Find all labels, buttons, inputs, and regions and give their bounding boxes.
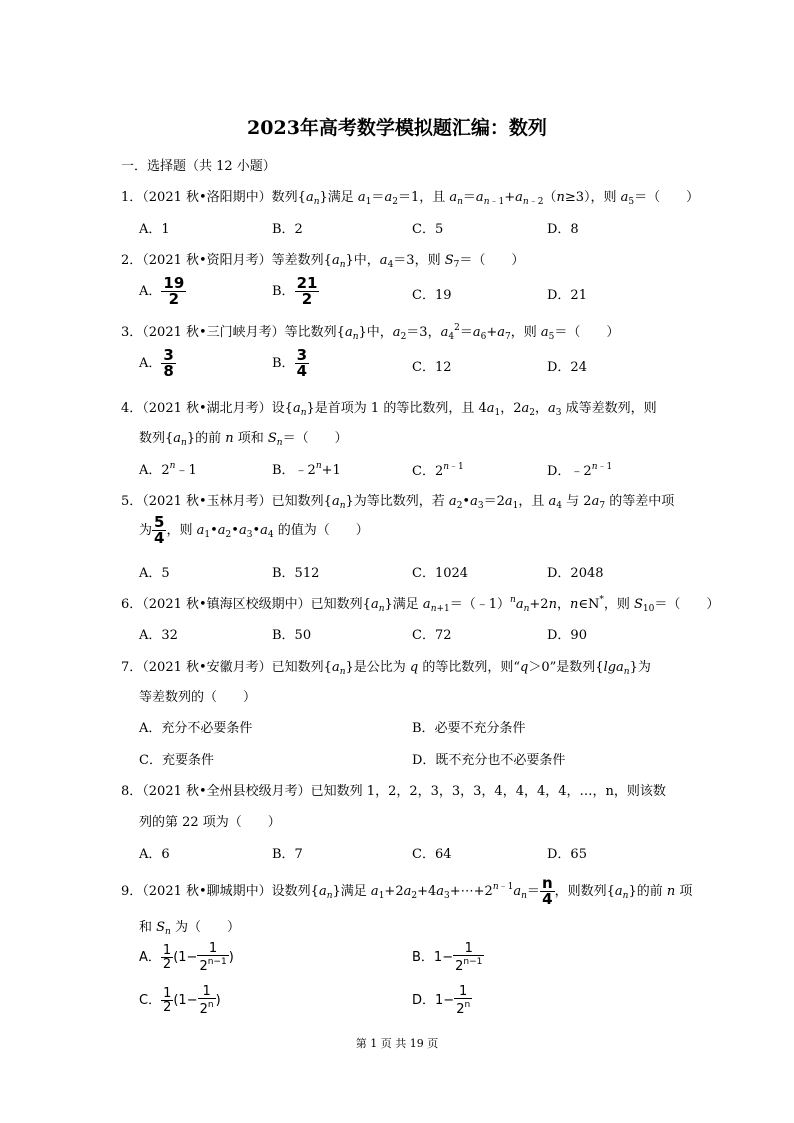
question-6: 6．（2021 秋•镇海区校级期中）已知数列$\{a_n\}$满足 $a_{n+1}=(﹣1)^na_n+2n$，n∈N*，则 $S_{10}=$（ ） <box>121 595 720 614</box>
q5-option-d: D．2048 <box>547 566 604 581</box>
q7-option-b: B．必要不充分条件 <box>412 721 526 736</box>
q9-option-c: C． $\frac{1}{2}$ (1− $\frac{1}{2^n}$ ) <box>139 984 221 1017</box>
page-title: 2023年高考数学模拟题汇编：数列 <box>247 117 547 139</box>
q2-option-b: B． $\frac{21}{2}$ <box>272 274 318 308</box>
q3-option-b: B． $\frac{3}{4}$ <box>272 346 307 380</box>
q6-option-d: D．90 <box>547 628 587 643</box>
q5-option-c: C．1024 <box>412 566 469 581</box>
question-8: 8．（2021 秋•全州县校级月考）已知数列 1，2，2，3，3，3，4，4，4，4，…，n，则该数 <box>121 784 666 799</box>
q7-option-d: D．既不充分也不必要条件 <box>412 753 566 768</box>
q9-option-d: D．1− $\frac{1}{2^n}$ <box>412 984 471 1017</box>
question-9: 9．（2021 秋•聊城期中）设数列$\{a_n\}$满足 $a_1+2a_2+4a_3+\cdots+2^{n﹣1}a_n=$ $\frac{n}{4}$ ，则数列$\{a_n\}$的前 n 项 <box>121 874 693 908</box>
q6-option-b: B．50 <box>272 628 312 643</box>
q2-option-a: A． $\frac{19}{2}$ <box>139 274 185 308</box>
q3-option-c: C．12 <box>412 360 452 375</box>
question-4-line2: 数列$\{a_n\}$的前 n 项和 $S_n=$（ ） <box>139 431 348 448</box>
q8-option-c: C．64 <box>412 847 452 862</box>
question-3: 3．（2021 秋•三门峡月考）等比数列$\{a_n\}$中，$a_2=3$，$a_4^2=a_6+a_7$，则 $a_5=$（ ） <box>121 323 620 342</box>
q8-option-a: A．6 <box>139 847 170 862</box>
q4-option-a: A．2$^n$﹣1 <box>139 461 197 478</box>
q5-option-a: A．5 <box>139 566 170 581</box>
q9-option-b: B．1− $\frac{1}{2^{n-1}}$ <box>412 941 483 974</box>
q1-option-c: C．5 <box>412 222 444 237</box>
q1-option-d: D．8 <box>547 222 579 237</box>
q4-option-d: D．$﹣2^{n﹣1}$ <box>547 462 613 479</box>
question-8-line2: 列的第 22 项为（ ） <box>139 815 281 830</box>
q3-option-d: D．24 <box>547 360 587 375</box>
question-9-line2: 和 $S_n$ 为（ ） <box>139 920 240 937</box>
page-footer: 第 1 页 共 19 页 <box>355 1037 439 1050</box>
q1-option-a: A．1 <box>139 222 170 237</box>
q1-option-b: B．2 <box>272 222 303 237</box>
question-7-line2: 等差数列的（ ） <box>139 690 257 705</box>
question-4: 4．（2021 秋•湖北月考）设$\{a_n\}$是首项为 1 的等比数列，且 $4a_1$，$2a_2$，$a_3$ 成等差数列，则 <box>121 401 657 418</box>
section-heading: 一．选择题（共 12 小题） <box>121 159 276 174</box>
q7-option-a: A．充分不必要条件 <box>139 721 253 736</box>
q9-option-a: A． $\frac{1}{2}$ (1− $\frac{1}{2^{n-1}}$ ) <box>139 941 234 974</box>
question-2: 2．（2021 秋•资阳月考）等差数列$\{a_n\}$中，$a_4=3$，则 $S_7=$（ ） <box>121 253 525 270</box>
q6-option-c: C．72 <box>412 628 452 643</box>
q5-option-b: B．512 <box>272 566 320 581</box>
q6-option-a: A．32 <box>139 628 178 643</box>
q8-option-d: D．65 <box>547 847 587 862</box>
question-5-line2: 为 $\frac{5}{4}$ ，则 $a_1•a_2•a_3•a_4$ 的值为（ ） <box>139 513 369 547</box>
q7-option-c: C．充要条件 <box>139 753 214 768</box>
q3-option-a: A． $\frac{3}{8}$ <box>139 346 174 380</box>
q8-option-b: B．7 <box>272 847 303 862</box>
q2-option-c: C．19 <box>412 288 452 303</box>
question-1: 1．（2021 秋•洛阳期中）数列$\{a_n\}$满足 $a_1=a_2=1$，且 $a_n=a_{n﹣1}+a_{n﹣2}(n\ge 3)$，则 $a_5=$（ ） <box>121 190 700 207</box>
q4-option-c: C．$2^{n﹣1}$ <box>412 462 464 479</box>
q4-option-b: B．$﹣2^n+1$ <box>272 461 341 478</box>
q2-option-d: D．21 <box>547 288 587 303</box>
question-5: 5．（2021 秋•玉林月考）已知数列$\{a_n\}$为等比数列，若 $a_2•a_3=2a_1$，且 $a_4$ 与 $2a_7$ 的等差中项 <box>121 494 675 511</box>
question-7: 7．（2021 秋•安徽月考）已知数列$\{a_n\}$是公比为 q 的等比数列，则“q＞0”是数列{lga$_n$}为 <box>121 660 651 677</box>
